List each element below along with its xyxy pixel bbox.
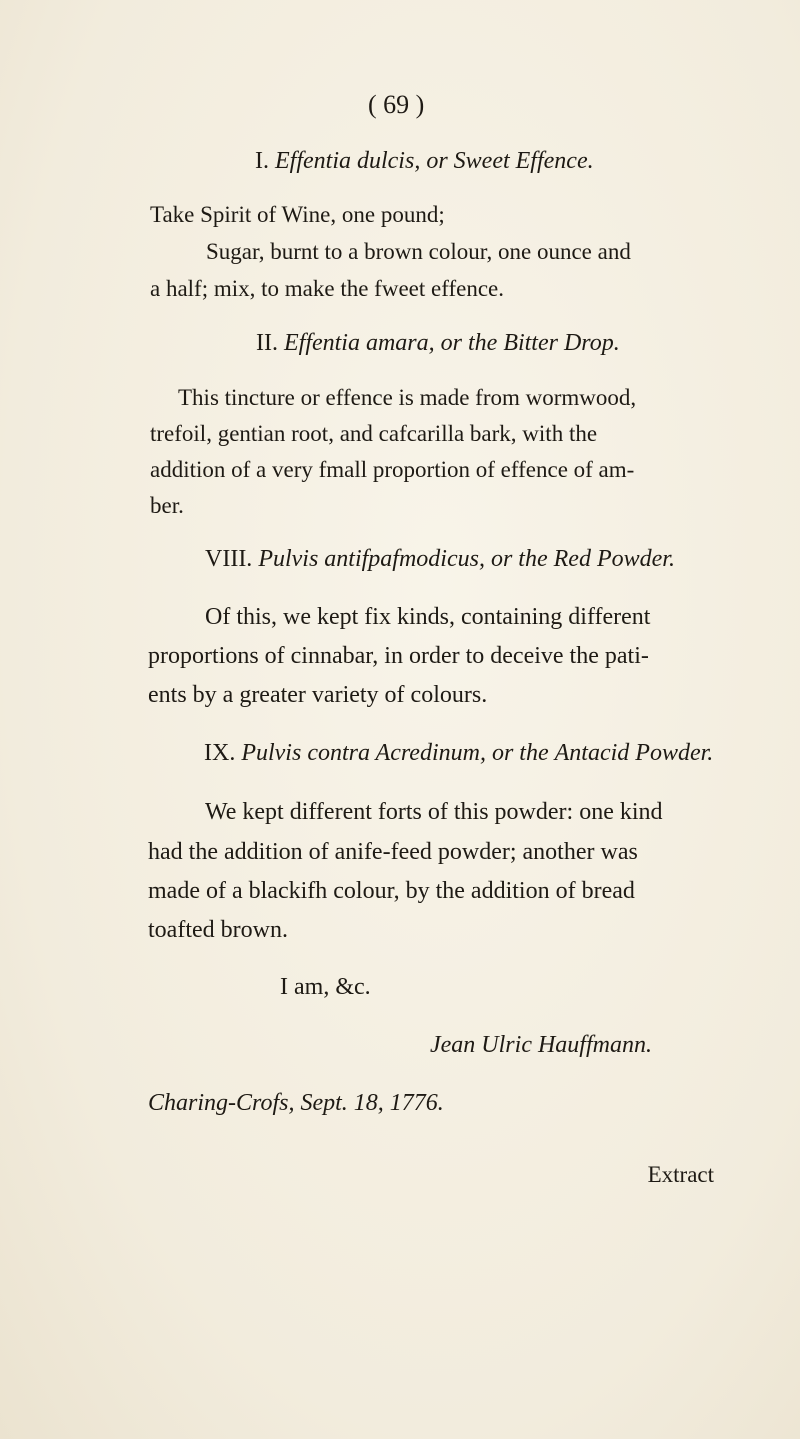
text-line: proportions of cinnabar, in order to deceive the pati- [148,643,649,669]
text-line: Of this, we kept fix kinds, containing different [205,604,651,630]
text-line: This tincture or effence is made from wormwood, [178,385,637,410]
text-line: addition of a very fmall proportion of effence of am- [150,457,635,482]
text-line: Sugar, burnt to a brown colour, one ounce and [206,239,631,264]
text-line: toafted brown. [148,917,288,943]
text-line: a half; mix, to make the fweet effence. [150,276,504,301]
closing-line: I am, &c. [280,974,371,1000]
signature: Jean Ulric Hauffmann. [430,1032,652,1058]
catchword: Extract [647,1162,714,1187]
text-line: had the addition of anife-feed powder; another was [148,839,638,865]
text-line: Take Spirit of Wine, one pound; [150,202,445,227]
section-heading-1: I. Effentia dulcis, or Sweet Effence. [255,148,594,174]
dateline: Charing-Crofs, Sept. 18, 1776. [148,1090,444,1116]
text-line: ber. [150,493,184,518]
section-heading-2: II. Effentia amara, or the Bitter Drop. [256,330,620,356]
section-heading-9: IX. Pulvis contra Acredinum, or the Antacid Powder. [204,740,714,766]
text-line: ents by a greater variety of colours. [148,682,488,708]
section-heading-8: VIII. Pulvis antifpafmodicus, or the Red Powder. [205,546,675,572]
page-number: ( 69 ) [368,90,425,119]
text-line: trefoil, gentian root, and cafcarilla bark, with the [150,421,598,446]
text-line: made of a blackifh colour, by the addition of bread [148,878,635,904]
text-line: We kept different forts of this powder: one kind [205,799,663,825]
